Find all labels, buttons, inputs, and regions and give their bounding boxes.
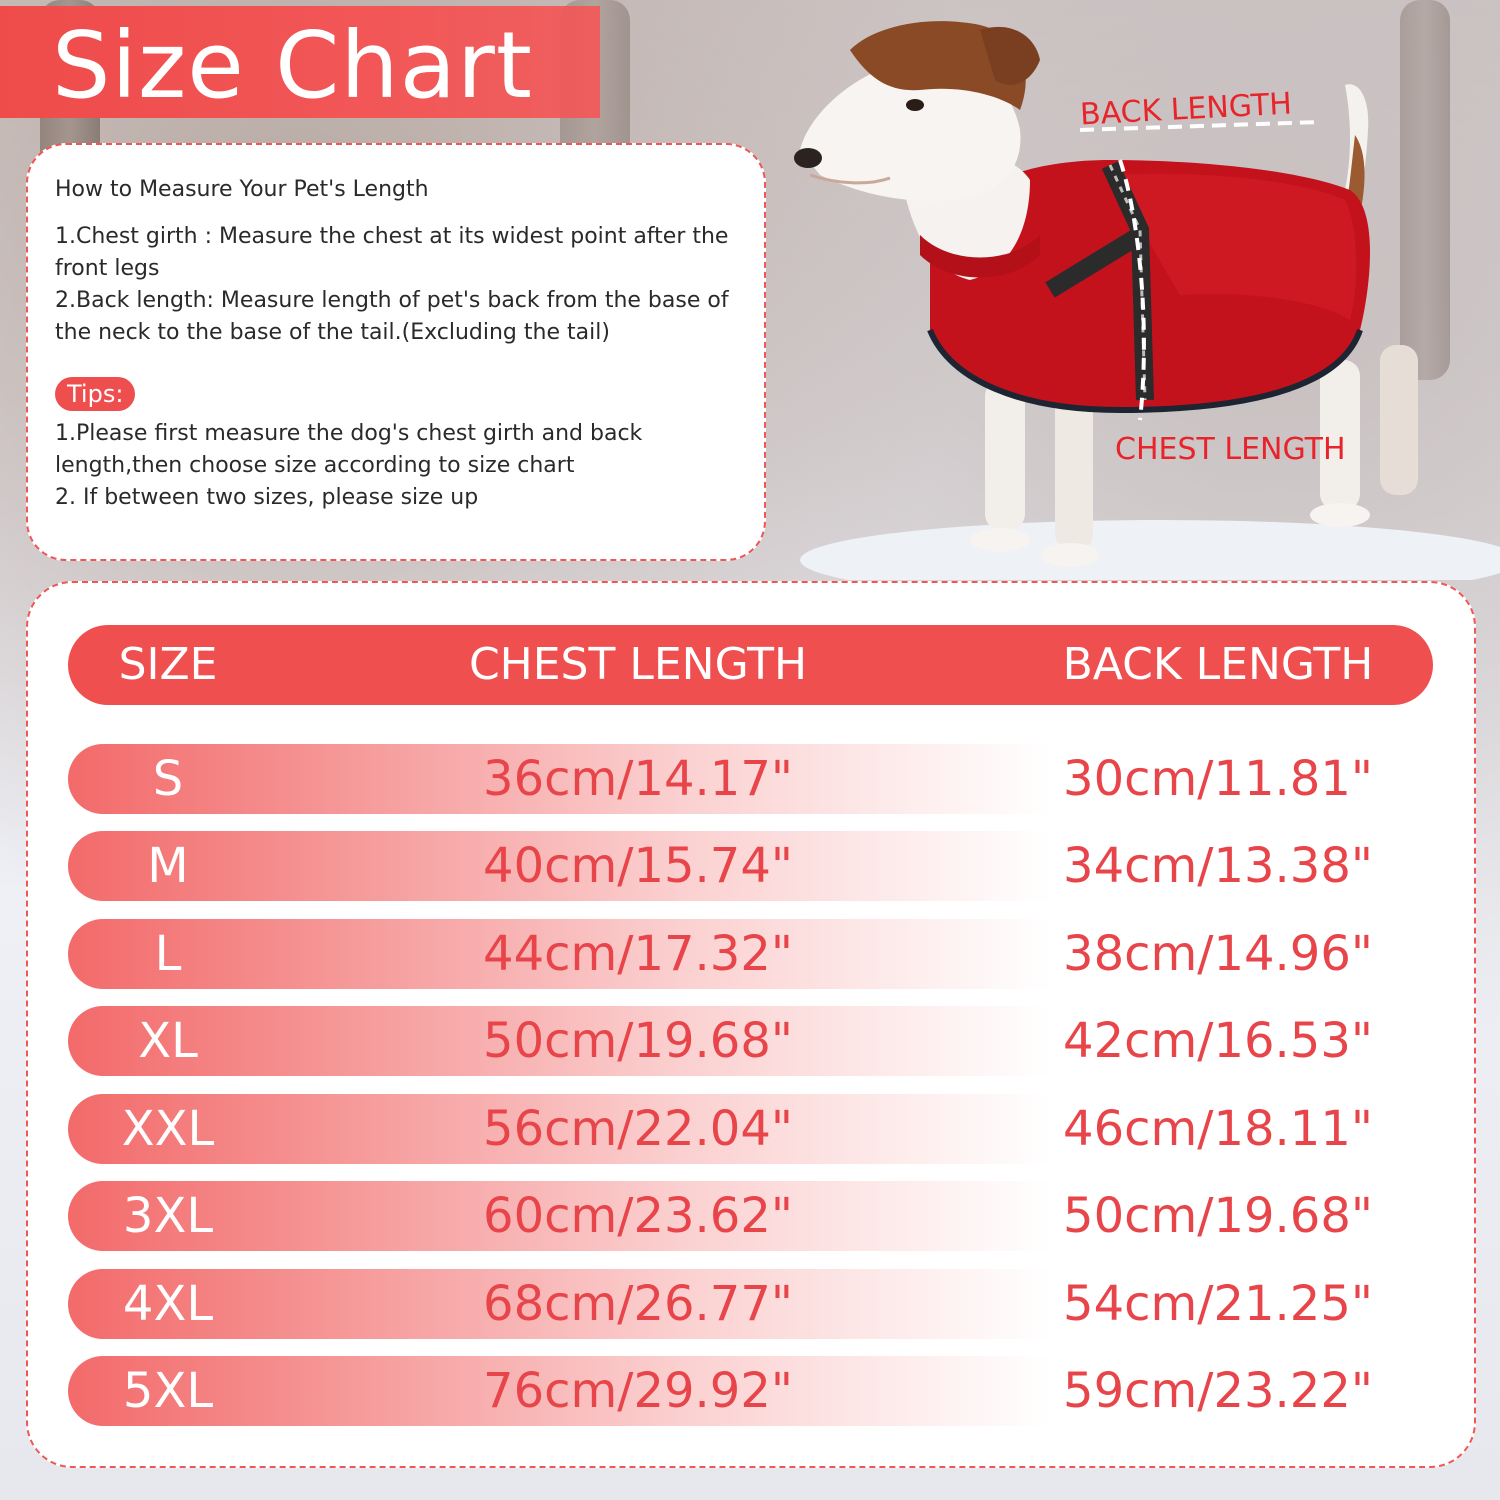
- guide-heading: How to Measure Your Pet's Length: [55, 177, 429, 202]
- table-row: [68, 744, 1433, 814]
- guide-step-back: 2.Back length: Measure length of pet's back from the base of the neck to the base of the tail.(Excluding the tail): [55, 288, 729, 345]
- back-length-label: BACK LENGTH: [1079, 86, 1293, 133]
- table-row: [68, 1006, 1433, 1076]
- size-cell: M: [147, 838, 189, 894]
- size-cell: S: [152, 751, 184, 807]
- size-cell: XXL: [121, 1101, 215, 1157]
- chest-cell: 56cm/22.04": [483, 1101, 793, 1157]
- back-cell: 59cm/23.22": [1063, 1363, 1373, 1419]
- back-cell: 38cm/14.96": [1063, 926, 1373, 982]
- size-cell: 4XL: [122, 1276, 214, 1332]
- guide-step-chest: 1.Chest girth : Measure the chest at its widest point after the front legs: [55, 224, 729, 281]
- back-cell: 50cm/19.68": [1063, 1188, 1373, 1244]
- back-cell: 42cm/16.53": [1063, 1013, 1373, 1069]
- size-cell: 3XL: [122, 1188, 214, 1244]
- table-header: [68, 625, 1433, 705]
- table-row: [68, 1356, 1433, 1426]
- header-size: SIZE: [118, 639, 218, 690]
- page-title: Size Chart: [52, 12, 533, 119]
- dog-photo: [780, 0, 1500, 580]
- chest-cell: 60cm/23.62": [483, 1188, 793, 1244]
- title-banner: [0, 6, 600, 118]
- tips-badge: Tips:: [55, 377, 135, 411]
- size-cell: 5XL: [122, 1363, 214, 1419]
- back-cell: 54cm/21.25": [1063, 1276, 1373, 1332]
- dog-illustration: [780, 0, 1500, 580]
- table-row: [68, 1094, 1433, 1164]
- chest-cell: 50cm/19.68": [483, 1013, 793, 1069]
- header-chest-length: CHEST LENGTH: [468, 639, 808, 690]
- chest-cell: 36cm/14.17": [483, 751, 793, 807]
- header-back-length: BACK LENGTH: [1062, 639, 1374, 690]
- size-cell: L: [154, 926, 182, 982]
- tip-2: 2. If between two sizes, please size up: [55, 485, 479, 510]
- table-row: [68, 1181, 1433, 1251]
- tip-1: 1.Please first measure the dog's chest girth and back length,then choose size according to size chart: [55, 421, 643, 478]
- chest-cell: 44cm/17.32": [483, 926, 793, 982]
- back-cell: 34cm/13.38": [1063, 838, 1373, 894]
- back-cell: 46cm/18.11": [1063, 1101, 1373, 1157]
- table-row: [68, 831, 1433, 901]
- chest-cell: 76cm/29.92": [483, 1363, 793, 1419]
- table-row: [68, 919, 1433, 989]
- measure-guide-box: [26, 143, 766, 561]
- back-cell: 30cm/11.81": [1063, 751, 1373, 807]
- chest-cell: 40cm/15.74": [483, 838, 793, 894]
- chest-length-label: CHEST LENGTH: [1115, 432, 1346, 467]
- chest-cell: 68cm/26.77": [483, 1276, 793, 1332]
- size-cell: XL: [138, 1013, 198, 1069]
- size-table: [26, 581, 1476, 1468]
- table-row: [68, 1269, 1433, 1339]
